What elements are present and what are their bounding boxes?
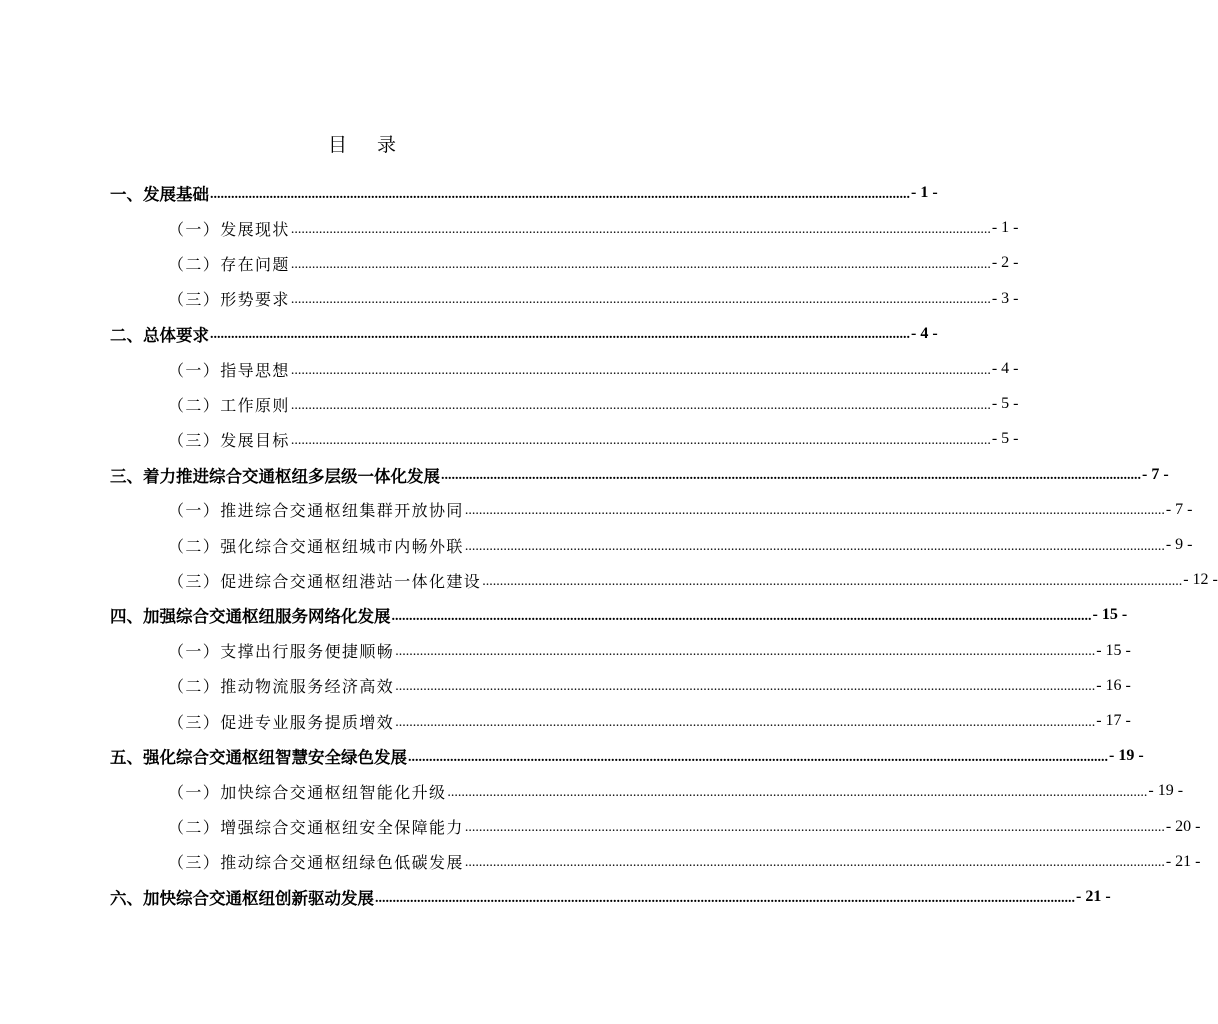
toc-section-entry[interactable]: [168, 636, 1131, 666]
toc-leader-dots: ........................................................................................................................................................................................................: [391, 608, 1092, 624]
toc-entry-label: （三）促进综合交通枢纽港站一体化建设: [168, 571, 482, 591]
toc-leader-dots: ........................................................................................................................................................................................................: [482, 573, 1183, 589]
toc-entry-label: （一）支撑出行服务便捷顺畅: [168, 642, 395, 662]
toc-section-entry[interactable]: [168, 248, 1019, 278]
toc-leader-dots: ........................................................................................................................................................................................................: [290, 221, 991, 237]
toc-entry-label: （三）发展目标: [168, 430, 290, 450]
toc-entry-label: （二）工作原则: [168, 395, 290, 415]
toc-page-number: - 1 -: [991, 219, 1019, 237]
toc-leader-dots: ........................................................................................................................................................................................................: [210, 327, 910, 343]
toc-section-entry[interactable]: [168, 424, 1019, 454]
toc-page-number: - 17 -: [1096, 712, 1131, 729]
toc-section-entry[interactable]: [168, 565, 1218, 595]
toc-page-number: - 21 -: [1076, 888, 1111, 905]
toc-leader-dots: ........................................................................................................................................................................................................: [464, 820, 1165, 836]
toc-entry-label: 三、着力推进综合交通枢纽多层级一体化发展: [110, 466, 440, 486]
toc-section-entry[interactable]: [168, 389, 1019, 419]
toc-entry-label: 六、加快综合交通枢纽创新驱动发展: [110, 889, 374, 908]
toc-chapter-entry[interactable]: [110, 882, 1111, 912]
toc-section-entry[interactable]: [168, 671, 1131, 701]
toc-leader-dots: ........................................................................................................................................................................................................: [464, 538, 1165, 554]
toc-page-number: - 4 -: [911, 324, 938, 342]
toc-leader-dots: ........................................................................................................................................................................................................: [464, 503, 1165, 519]
toc-page-number: - 2 -: [991, 254, 1019, 272]
toc-leader-dots: ........................................................................................................................................................................................................: [441, 468, 1141, 484]
toc-entry-label: 一、发展基础: [110, 185, 209, 204]
toc-title: 目 录: [327, 134, 409, 156]
toc-entry-label: （三）推动综合交通枢纽绿色低碳发展: [168, 853, 464, 873]
toc-entry-label: 四、加强综合交通枢纽服务网络化发展: [110, 607, 391, 627]
toc-chapter-entry[interactable]: [110, 178, 938, 208]
toc-entry-label: （二）推动物流服务经济高效: [168, 677, 395, 697]
toc-section-entry[interactable]: [168, 776, 1184, 806]
toc-leader-dots: ........................................................................................................................................................................................................: [464, 855, 1165, 871]
toc-page-number: - 5 -: [991, 395, 1019, 413]
toc-page-number: - 1 -: [911, 184, 938, 201]
toc-page-number: - 19 -: [1109, 747, 1144, 765]
toc-entry-label: 五、强化综合交通枢纽智慧安全绿色发展: [110, 748, 407, 768]
toc-page-number: - 15 -: [1092, 606, 1128, 624]
toc-page-number: - 7 -: [1165, 500, 1193, 518]
toc-leader-dots: ........................................................................................................................................................................................................: [395, 644, 1096, 660]
toc-leader-dots: ........................................................................................................................................................................................................: [290, 432, 991, 448]
toc-chapter-entry[interactable]: [110, 460, 1169, 490]
toc-chapter-entry[interactable]: [110, 600, 1128, 630]
toc-page-number: - 4 -: [991, 360, 1019, 377]
toc-leader-dots: ........................................................................................................................................................................................................: [290, 292, 991, 308]
toc-entry-label: （一）指导思想: [168, 360, 290, 380]
toc-chapter-entry[interactable]: [110, 741, 1144, 771]
toc-entry-label: （一）发展现状: [168, 219, 290, 239]
toc-entry-label: （三）促进专业服务提质增效: [168, 712, 395, 732]
toc-entry-label: （二）存在问题: [168, 254, 290, 274]
toc-entry-label: （一）加快综合交通枢纽智能化升级: [168, 782, 447, 802]
toc-entry-label: （三）形势要求: [168, 290, 290, 310]
toc-section-entry[interactable]: [168, 495, 1193, 525]
toc-leader-dots: ........................................................................................................................................................................................................: [290, 397, 991, 413]
toc-section-entry[interactable]: [168, 812, 1201, 842]
toc-page-number: - 16 -: [1096, 676, 1131, 694]
toc-leader-dots: ........................................................................................................................................................................................................: [210, 186, 910, 202]
toc-leader-dots: ........................................................................................................................................................................................................: [408, 749, 1108, 765]
toc-section-entry[interactable]: [168, 284, 1019, 314]
toc-leader-dots: ........................................................................................................................................................................................................: [290, 256, 991, 272]
toc-entry-label: （二）增强综合交通枢纽安全保障能力: [168, 818, 464, 838]
toc-chapter-entry[interactable]: [110, 319, 938, 349]
toc-section-entry[interactable]: [168, 354, 1019, 384]
toc-leader-dots: ........................................................................................................................................................................................................: [375, 890, 1075, 906]
toc-entry-label: （一）推进综合交通枢纽集群开放协同: [168, 501, 464, 521]
toc-leader-dots: ........................................................................................................................................................................................................: [395, 679, 1096, 695]
toc-page-number: - 5 -: [991, 430, 1019, 448]
toc-page-number: - 12 -: [1183, 571, 1218, 589]
toc-section-entry[interactable]: [168, 847, 1201, 877]
toc-leader-dots: ........................................................................................................................................................................................................: [290, 362, 991, 378]
toc-section-entry[interactable]: [168, 530, 1193, 560]
toc-page-number: - 19 -: [1148, 782, 1184, 800]
toc-section-entry[interactable]: [168, 706, 1131, 736]
toc-page-number: - 21 -: [1165, 852, 1201, 870]
toc-leader-dots: ........................................................................................................................................................................................................: [447, 784, 1148, 800]
toc-section-entry[interactable]: [168, 213, 1019, 243]
toc-entry-label: （二）强化综合交通枢纽城市内畅外联: [168, 536, 464, 556]
toc-page-number: - 9 -: [1165, 536, 1193, 553]
toc-page-number: - 3 -: [991, 289, 1019, 307]
toc-entry-label: 二、总体要求: [110, 325, 209, 345]
toc-page-number: - 7 -: [1142, 465, 1169, 483]
toc-page-number: - 15 -: [1096, 641, 1131, 659]
toc-leader-dots: ........................................................................................................................................................................................................: [395, 714, 1096, 730]
toc-page-number: - 20 -: [1165, 817, 1201, 835]
